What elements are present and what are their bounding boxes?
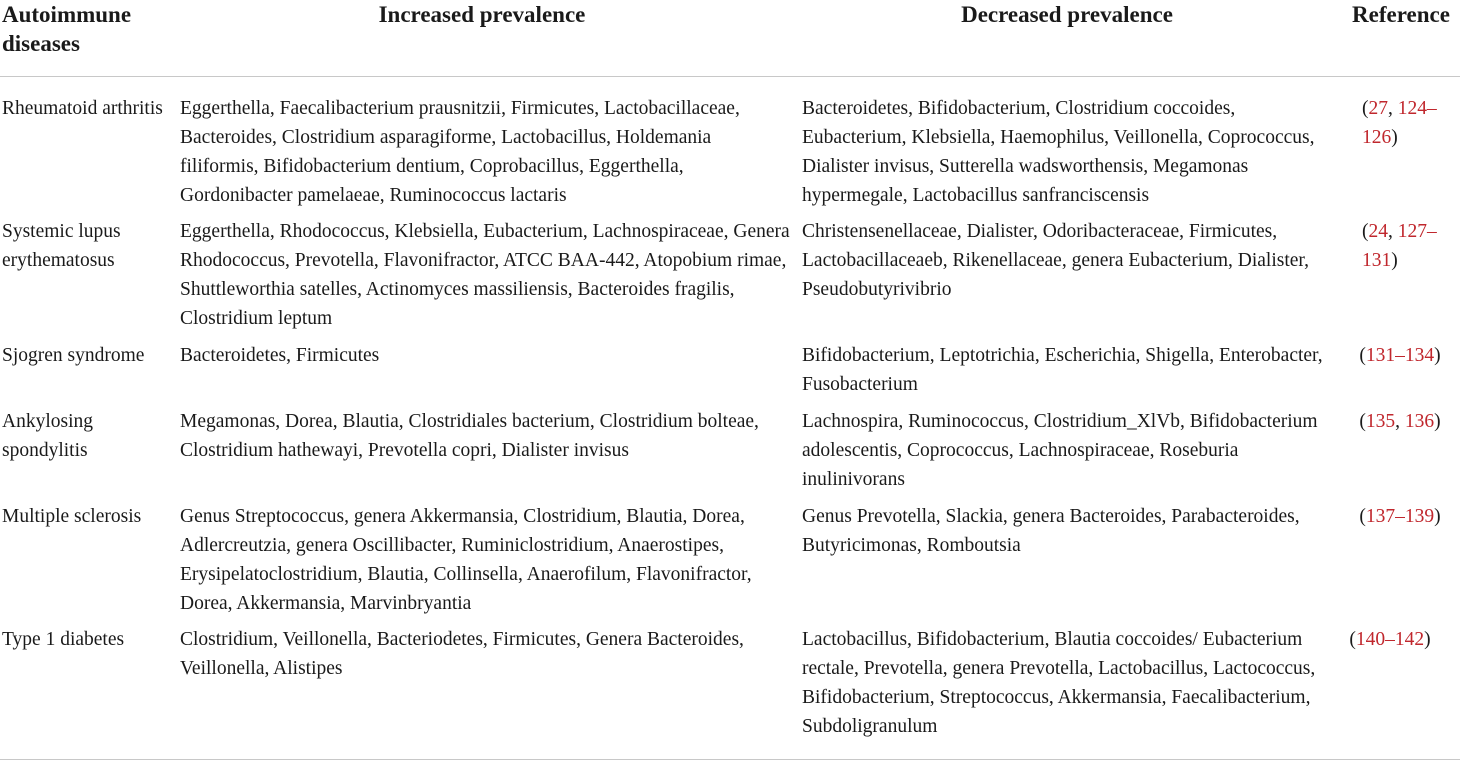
disease-cell: Multiple sclerosis: [2, 506, 142, 527]
disease-cell: Type 1 diabetes: [2, 629, 125, 650]
reference-cell: (24, 127–131): [1362, 221, 1437, 271]
decreased-cell: Lactobacillus, Bifidobacterium, Blautia coccoides/ Eubacterium rectale, Prevotella, genera Prevotella, Lactobacillus, Lactococcus, Bifidobacterium, Streptococcus, Akkermansia, Faecalibacterium, Subdoligranulum: [802, 629, 1316, 737]
reference-cell: (27, 124–126): [1362, 98, 1437, 148]
increased-cell: Genus Streptococcus, genera Akkermansia, Clostridium, Blautia, Dorea, Adlercreutzia, genera Oscillibacter, Ruminiclostridium, Anaerostipes, Erysipelatoclostridium, Blautia, Collinsella, Anaerofilum, Flavonifractor, Dorea, Akkermansia, Marvinbryantia: [180, 506, 752, 614]
reference-link[interactable]: 136: [1404, 411, 1435, 432]
decreased-cell: Bifidobacterium, Leptotrichia, Escherichia, Shigella, Enterobacter, Fusobacterium: [802, 345, 1323, 395]
disease-cell: Ankylosing spondylitis: [2, 411, 94, 461]
decreased-cell: Bacteroidetes, Bifidobacterium, Clostridium coccoides, Eubacterium, Klebsiella, Haemophilus, Veillonella, Coprococcus, Dialister invisus, Sutterella wadsworthensis, Megamonas hypermegale, Lactobacillus sanfranciscensis: [802, 98, 1315, 206]
reference-cell: (135, 136): [1359, 411, 1441, 432]
header-decreased-prevalence: Decreased prevalence: [961, 2, 1173, 27]
disease-cell: Rheumatoid arthritis: [2, 98, 163, 119]
reference-link[interactable]: 140–142: [1355, 629, 1425, 650]
decreased-cell: Genus Prevotella, Slackia, genera Bacteroides, Parabacteroides, Butyricimonas, Romboutsia: [802, 506, 1300, 556]
increased-cell: Clostridium, Veillonella, Bacteriodetes, Firmicutes, Genera Bacteroides, Veillonella, Alistipes: [180, 629, 744, 679]
increased-cell: Bacteroidetes, Firmicutes: [180, 345, 380, 366]
header-autoimmune-diseases: Autoimmune diseases: [2, 2, 132, 56]
reference-cell: (140–142): [1349, 629, 1431, 650]
decreased-cell: Christensenellaceae, Dialister, Odoribacteraceae, Firmicutes, Lactobacillaceaeb, Rikenellaceae, genera Eubacterium, Dialister, Pseudobutyrivibrio: [802, 221, 1310, 300]
header-reference: Reference: [1352, 2, 1450, 27]
reference-link[interactable]: 137–139: [1365, 506, 1435, 527]
increased-cell: Megamonas, Dorea, Blautia, Clostridiales bacterium, Clostridium bolteae, Clostridium hathewayi, Prevotella copri, Dialister invisus: [180, 411, 759, 461]
header-increased-prevalence: Increased prevalence: [378, 2, 586, 27]
table-header: [0, 0, 1460, 77]
reference-link[interactable]: 24: [1368, 221, 1388, 242]
reference-cell: (131–134): [1359, 345, 1441, 366]
increased-cell: Eggerthella, Rhodococcus, Klebsiella, Eubacterium, Lachnospiraceae, Genera Rhodococcus, Prevotella, Flavonifractor, ATCC BAA-442, Atopobium rimae, Shuttleworthia satelles, Actinomyces massiliensis, Bacteroides fragilis, Clostridium leptum: [180, 221, 790, 329]
reference-link[interactable]: 124–126: [1362, 98, 1437, 148]
reference-link[interactable]: 135: [1365, 411, 1396, 432]
increased-cell: Eggerthella, Faecalibacterium prausnitzii, Firmicutes, Lactobacillaceae, Bacteroides, Clostridium asparagiforme, Lactobacillus, Holdemania filiformis, Bifidobacterium dentium, Coprobacillus, Eggerthella, Gordonibacter pamelaeae, Ruminococcus lactaris: [180, 98, 740, 206]
reference-link[interactable]: 131–134: [1365, 345, 1435, 366]
table-bottom-rule: [0, 759, 1460, 760]
reference-cell: (137–139): [1359, 506, 1441, 527]
reference-link[interactable]: 127–131: [1362, 221, 1437, 271]
disease-cell: Sjogren syndrome: [2, 345, 145, 366]
decreased-cell: Lachnospira, Ruminococcus, Clostridium_XlVb, Bifidobacterium adolescentis, Coprococcus, Lachnospiraceae, Roseburia inulinivorans: [802, 411, 1318, 490]
reference-link[interactable]: 27: [1368, 98, 1388, 119]
disease-cell: Systemic lupus erythematosus: [2, 221, 121, 271]
